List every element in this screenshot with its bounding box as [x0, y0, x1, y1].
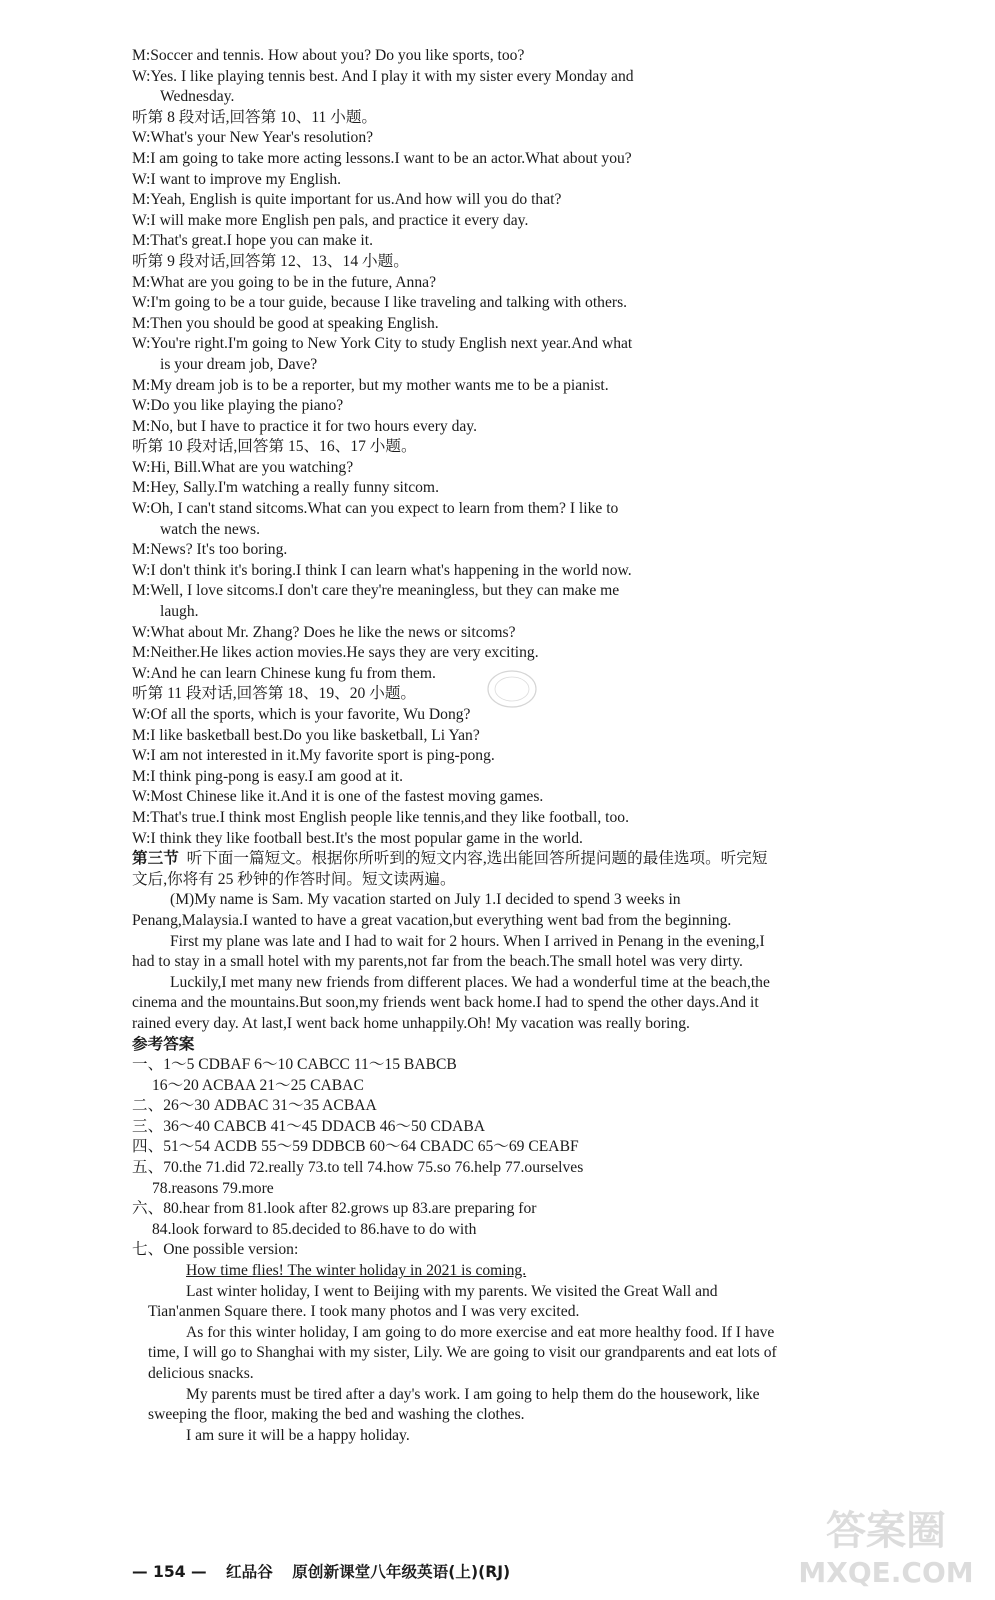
- dialogue-line: M:My dream job is to be a reporter, but my mother wants me to be a pianist.: [132, 376, 609, 394]
- dialogue-line: W:I will make more English pen pals, and practice it every day.: [132, 211, 529, 229]
- dialogue-line: M:What are you going to be in the future, Anna?: [132, 273, 436, 291]
- section-3-text: 听下面一篇短文。根据你所听到的短文内容,选出能回答所提问题的最佳选项。听完短文后,你将有 25 秒钟的作答时间。短文读两遍。: [132, 850, 768, 888]
- essay-paragraph: As for this winter holiday, I am going to do more exercise and eat more healthy food. If I have time, I will go to Shanghai with my sister, Lily. We are going to visit our grandparents and eat lots of delicious snacks.: [148, 1323, 777, 1382]
- dialogue-line: M:I think ping-pong is easy.I am good at it.: [132, 767, 403, 785]
- footer-book-title: 原创新课堂八年级英语(上)(RJ): [292, 1563, 511, 1581]
- dialogue-line: M:That's great.I hope you can make it.: [132, 232, 373, 250]
- dialogue-line: M:News? It's too boring.: [132, 541, 288, 559]
- footer-brand: 红品谷: [226, 1563, 273, 1581]
- passage-paragraph: (M)My name is Sam. My vacation started on July 1.I decided to spend 3 weeks in Penang,Malaysia.I wanted to have a great vacation,but everything went bad from the beginning.: [132, 891, 732, 929]
- dialogue-line: M:Well, I love sitcoms.I don't care they're meaningless, but they can make me: [132, 582, 620, 600]
- answer-line: 四、51～54 ACDB 55～59 DDBCB 60～64 CBADC 65～69 CEABF: [132, 1138, 579, 1156]
- dialogue-line: M:Soccer and tennis. How about you? Do you like sports, too?: [132, 47, 525, 64]
- answer-line: 84.look forward to 85.decided to 86.have to do with: [152, 1220, 477, 1238]
- page-number: — 154 —: [132, 1563, 207, 1581]
- dialogue-line: W:Yes. I like playing tennis best. And I play it with my sister every Monday and: [132, 67, 634, 85]
- essay: [132, 1282, 780, 1447]
- essay-paragraph: I am sure it will be a happy holiday.: [186, 1426, 410, 1444]
- dialogue-line: W:You're right.I'm going to New York City to study English next year.And what: [132, 335, 633, 353]
- dialogue-line: W:Do you like playing the piano?: [132, 397, 344, 415]
- page-footer: [132, 1560, 732, 1582]
- section-3-label: 第三节: [132, 850, 179, 868]
- dialogue-9-header: 听第 9 段对话,回答第 12、13、14 小题。: [132, 252, 409, 270]
- dialogue-10-header: 听第 10 段对话,回答第 15、16、17 小题。: [132, 438, 417, 456]
- dialogue-line: W:I don't think it's boring.I think I can learn what's happening in the world now.: [132, 561, 632, 579]
- essay-title: How time flies! The winter holiday in 2021 is coming.: [186, 1262, 527, 1280]
- essay-paragraph: My parents must be tired after a day's work. I am going to help them do the housework, like sweeping the floor, making the bed and washing the clothes.: [148, 1385, 760, 1424]
- dialogue-line: W:I think they like football best.It's the most popular game in the world.: [132, 829, 583, 847]
- section-3-instructions: [132, 849, 780, 890]
- dialogue-line: W:I am not interested in it.My favorite sport is ping-pong.: [132, 747, 495, 765]
- dialogue-line: W:And he can learn Chinese kung fu from them.: [132, 664, 436, 682]
- dialogue-line: W:Oh, I can't stand sitcoms.What can you expect to learn from them? I like to: [132, 500, 619, 518]
- svg-text:MXQE.COM: MXQE.COM: [798, 1556, 974, 1589]
- dialogue-line: M:Then you should be good at speaking English.: [132, 314, 439, 332]
- dialogue-line-continued: is your dream job, Dave?: [160, 355, 318, 373]
- answer-line: 五、70.the 71.did 72.really 73.to tell 74.how 75.so 76.help 77.ourselves: [132, 1159, 584, 1177]
- dialogue-line: W:What's your New Year's resolution?: [132, 129, 374, 147]
- dialogue-11-header: 听第 11 段对话,回答第 18、19、20 小题。: [132, 685, 417, 703]
- dialogue-line: M:I am going to take more acting lessons.I want to be an actor.What about you?: [132, 149, 632, 167]
- dialogue-line-continued: laugh.: [160, 603, 199, 621]
- dialogue-line: W:I want to improve my English.: [132, 170, 342, 188]
- dialogue-line: M:Neither.He likes action movies.He says they are very exciting.: [132, 644, 539, 662]
- answers-header: 参考答案: [132, 1035, 195, 1053]
- answer-line: 二、26～30 ADBAC 31～35 ACBAA: [132, 1097, 377, 1115]
- passage-paragraph: Luckily,I met many new friends from different places. We had a wonderful time at the beach,the cinema and the mountains.But soon,my friends went back home.I had to spend the other days.And it rained every day. At last,I went back home unhappily.Oh! My vacation was really boring.: [132, 973, 770, 1032]
- watermark-logo: [791, 1500, 981, 1592]
- dialogue-line: W:Hi, Bill.What are you watching?: [132, 458, 354, 476]
- dialogue-line: M:Hey, Sally.I'm watching a really funny sitcom.: [132, 479, 439, 497]
- answer-line: 三、36～40 CABCB 41～45 DDACB 46～50 CDABA: [132, 1117, 486, 1135]
- dialogue-line: M:I like basketball best.Do you like basketball, Li Yan?: [132, 726, 480, 744]
- svg-text:答案圈: 答案圈: [826, 1508, 946, 1554]
- answer-line: 16～20 ACBAA 21～25 CABAC: [152, 1076, 364, 1094]
- dialogue-line-continued: watch the news.: [160, 520, 261, 538]
- dialogue-line-continued: Wednesday.: [160, 88, 235, 106]
- dialogue-line: M:Yeah, English is quite important for us.And how will you do that?: [132, 191, 562, 209]
- dialogue-8-header: 听第 8 段对话,回答第 10、11 小题。: [132, 108, 378, 126]
- essay-paragraph: Last winter holiday, I went to Beijing with my parents. We visited the Great Wall and Tian'anmen Square there. I took many photos and I was very excited.: [148, 1282, 718, 1321]
- dialogue-line: M:That's true.I think most English people like tennis,and they like football, too.: [132, 808, 629, 826]
- dialogue-line: W:What about Mr. Zhang? Does he like the news or sitcoms?: [132, 623, 516, 641]
- answer-line: 一、1～5 CDBAF 6～10 CABCC 11～15 BABCB: [132, 1056, 457, 1074]
- dialogue-line: W:Of all the sports, which is your favorite, Wu Dong?: [132, 706, 471, 723]
- document-body: [132, 46, 780, 1446]
- listening-passage: [132, 890, 780, 1034]
- answer-line: 78.reasons 79.more: [152, 1179, 274, 1197]
- passage-paragraph: First my plane was late and I had to wait for 2 hours. When I arrived in Penang in the evening,I had to stay in a small hotel with my parents,not far from the beach.The small hotel was very dirty.: [132, 932, 765, 971]
- stamp-mark: [483, 665, 541, 713]
- dialogue-line: M:No, but I have to practice it for two hours every day.: [132, 417, 477, 435]
- answer-line: 六、80.hear from 81.look after 82.grows up 83.are preparing for: [132, 1200, 537, 1218]
- dialogue-line: W:I'm going to be a tour guide, because I like traveling and talking with others.: [132, 294, 628, 312]
- dialogue-line: W:Most Chinese like it.And it is one of the fastest moving games.: [132, 788, 544, 806]
- answer-line: 七、One possible version:: [132, 1241, 299, 1259]
